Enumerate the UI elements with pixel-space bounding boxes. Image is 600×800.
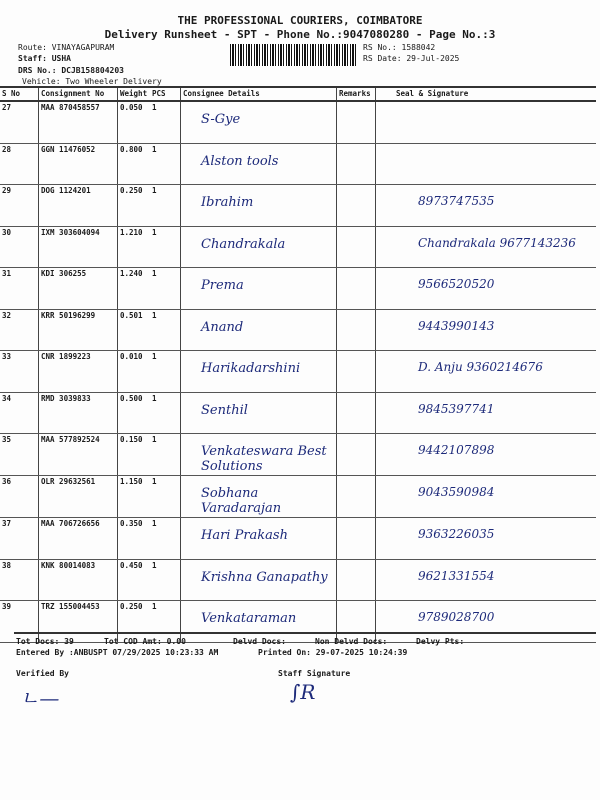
table-row [0, 309, 596, 351]
delivered-docs: Delvd Docs: [233, 637, 286, 646]
table-row [0, 601, 596, 643]
seal-signature [376, 268, 597, 310]
handwritten-name: Sobhana Varadarajan [201, 486, 282, 516]
handwritten-name: Venkateswara Best Solutions [201, 444, 327, 474]
pieces: 1 [150, 143, 181, 185]
footer-divider [14, 632, 596, 634]
consignee-details [181, 518, 337, 560]
seal-signature [376, 143, 597, 185]
handwritten-name: S-Gye [201, 112, 241, 127]
consignee-details [181, 601, 337, 643]
table-row [0, 559, 596, 601]
handwritten-signature: 9845397741 [418, 401, 495, 416]
serial-number: 28 [0, 143, 39, 185]
pieces: 1 [150, 434, 181, 476]
weight: 0.250 [118, 185, 151, 227]
remarks [337, 226, 376, 268]
remarks [337, 101, 376, 143]
table-row [0, 185, 596, 227]
total-cod: Tot COD Amt: 0.00 [104, 637, 186, 646]
seal-signature [376, 601, 597, 643]
pieces: 1 [150, 226, 181, 268]
handwritten-name: Harikadarshini [201, 361, 301, 376]
col-consignee: Consignee Details [181, 87, 337, 101]
pieces: 1 [150, 476, 181, 518]
consignment-number: RMD 3039833 [39, 392, 118, 434]
consignment-number: GGN 11476052 [39, 143, 118, 185]
consignee-details [181, 226, 337, 268]
handwritten-name: Krishna Ganapathy [201, 569, 328, 585]
delivery-points: Delvy Pts: [416, 637, 465, 646]
handwritten-signature: 9043590984 [418, 485, 495, 499]
col-sno: S No [0, 87, 39, 101]
consignment-number: KRR 50196299 [39, 309, 118, 351]
pieces: 1 [150, 185, 181, 227]
consignment-number: DOG 1124201 [39, 185, 118, 227]
remarks [337, 518, 376, 560]
consignment-number: MAA 577892524 [39, 434, 118, 476]
handwritten-name: Alston tools [201, 153, 279, 169]
consignment-number: CNR 1899223 [39, 351, 118, 393]
pieces: 1 [150, 351, 181, 393]
table-row [0, 226, 596, 268]
weight: 1.150 [118, 476, 151, 518]
printed-on: Printed On: 29-07-2025 10:24:39 [258, 648, 408, 657]
consignee-details [181, 268, 337, 310]
consignee-details [181, 559, 337, 601]
seal-signature [376, 185, 597, 227]
weight: 1.240 [118, 268, 151, 310]
pieces: 1 [150, 392, 181, 434]
seal-signature [376, 518, 597, 560]
serial-number: 33 [0, 351, 39, 393]
serial-number: 30 [0, 226, 39, 268]
pieces: 1 [150, 101, 181, 143]
staff-signature-label: Staff Signature [278, 669, 351, 678]
staff: Staff: USHA [18, 54, 71, 63]
pieces: 1 [150, 559, 181, 601]
rs-date: RS Date: 29-Jul-2025 [363, 54, 460, 63]
consignment-number: KNK 80014083 [39, 559, 118, 601]
table-row [0, 476, 596, 518]
weight: 0.250 [118, 601, 151, 643]
consignee-details [181, 309, 337, 351]
handwritten-name: Venkataraman [201, 611, 297, 626]
seal-signature [376, 309, 597, 351]
handwritten-signature: 9363226035 [418, 527, 495, 541]
pieces: 1 [150, 309, 181, 351]
handwritten-signature: 9443990143 [418, 318, 495, 333]
weight: 0.501 [118, 309, 151, 351]
seal-signature [376, 392, 597, 434]
consignee-details [181, 101, 337, 143]
col-consignment: Consignment No [39, 87, 118, 101]
seal-signature [376, 226, 597, 268]
serial-number: 29 [0, 185, 39, 227]
consignee-details [181, 143, 337, 185]
consignment-number: MAA 870458557 [39, 101, 118, 143]
weight: 0.150 [118, 434, 151, 476]
consignment-number: MAA 706726656 [39, 518, 118, 560]
consignee-details [181, 434, 337, 476]
handwritten-name: Chandrakala [201, 236, 286, 252]
pieces: 1 [150, 268, 181, 310]
col-seal: Seal & Signature [376, 87, 597, 101]
route: Route: VINAYAGAPURAM [18, 43, 115, 52]
handwritten-name: Ibrahim [201, 195, 254, 210]
consignee-details [181, 351, 337, 393]
table-row [0, 351, 596, 393]
weight: 0.500 [118, 392, 151, 434]
table-row [0, 101, 596, 143]
handwritten-name: Prema [201, 278, 244, 293]
company-title: THE PROFESSIONAL COURIERS, COIMBATORE [177, 14, 423, 27]
pieces: 1 [150, 518, 181, 560]
handwritten-signature: 9442107898 [418, 443, 495, 457]
consignee-details [181, 185, 337, 227]
handwritten-signature: 9621331554 [418, 568, 495, 583]
serial-number: 27 [0, 101, 39, 143]
handwritten-name: Anand [201, 319, 244, 335]
consignee-details [181, 392, 337, 434]
weight: 0.010 [118, 351, 151, 393]
handwritten-name: Hari Prakash [201, 528, 288, 543]
weight: 1.210 [118, 226, 151, 268]
consignee-details [181, 476, 337, 518]
handwritten-signature: 9566520520 [418, 277, 495, 291]
seal-signature [376, 101, 597, 143]
col-pcs: PCS [150, 87, 181, 101]
remarks [337, 559, 376, 601]
handwritten-signature: Chandrakala 9677143236 [418, 235, 576, 250]
handwritten-signature: 9789028700 [418, 610, 495, 624]
verifier-signature: ㄴ— [20, 686, 60, 710]
col-weight: Weight [118, 87, 151, 101]
table-row [0, 518, 596, 560]
remarks [337, 309, 376, 351]
table-row [0, 434, 596, 476]
seal-signature [376, 434, 597, 476]
non-delivered-docs: Non Delvd Docs: [315, 637, 388, 646]
handwritten-signature: 8973747535 [418, 194, 495, 208]
seal-signature [376, 351, 597, 393]
handwritten-signature: D. Anju 9360214676 [418, 360, 543, 374]
serial-number: 35 [0, 434, 39, 476]
remarks [337, 268, 376, 310]
serial-number: 34 [0, 392, 39, 434]
barcode [230, 44, 356, 66]
runsheet-subtitle: Delivery Runsheet - SPT - Phone No.:9047080280 - Page No.:3 [104, 28, 496, 41]
entered-by: Entered By :ANBUSPT 07/29/2025 10:23:33 AM [16, 648, 219, 657]
consignment-number: TRZ 155004453 [39, 601, 118, 643]
table-row [0, 143, 596, 185]
serial-number: 32 [0, 309, 39, 351]
remarks [337, 185, 376, 227]
total-docs: Tot Docs: 39 [16, 637, 74, 646]
serial-number: 36 [0, 476, 39, 518]
weight: 0.050 [118, 101, 151, 143]
consignment-number: OLR 29632561 [39, 476, 118, 518]
consignment-number: IXM 303604094 [39, 226, 118, 268]
drs-number: DRS No.: DCJB158804203 [18, 66, 124, 75]
weight: 0.800 [118, 143, 151, 185]
remarks [337, 434, 376, 476]
weight: 0.350 [118, 518, 151, 560]
rs-number: RS No.: 1588042 [363, 43, 436, 52]
vehicle: Vehicle: Two Wheeler Delivery [22, 77, 162, 86]
remarks [337, 351, 376, 393]
runsheet-table [0, 86, 596, 643]
table-row [0, 268, 596, 310]
remarks [337, 392, 376, 434]
pieces: 1 [150, 601, 181, 643]
table-row [0, 392, 596, 434]
staff-signature: ∫R [290, 680, 316, 704]
serial-number: 31 [0, 268, 39, 310]
serial-number: 37 [0, 518, 39, 560]
remarks [337, 143, 376, 185]
remarks [337, 476, 376, 518]
verified-by-label: Verified By [16, 669, 69, 678]
handwritten-name: Senthil [201, 402, 248, 418]
serial-number: 39 [0, 601, 39, 643]
consignment-number: KDI 306255 [39, 268, 118, 310]
seal-signature [376, 476, 597, 518]
col-remarks: Remarks [337, 87, 376, 101]
weight: 0.450 [118, 559, 151, 601]
remarks [337, 601, 376, 643]
serial-number: 38 [0, 559, 39, 601]
seal-signature [376, 559, 597, 601]
